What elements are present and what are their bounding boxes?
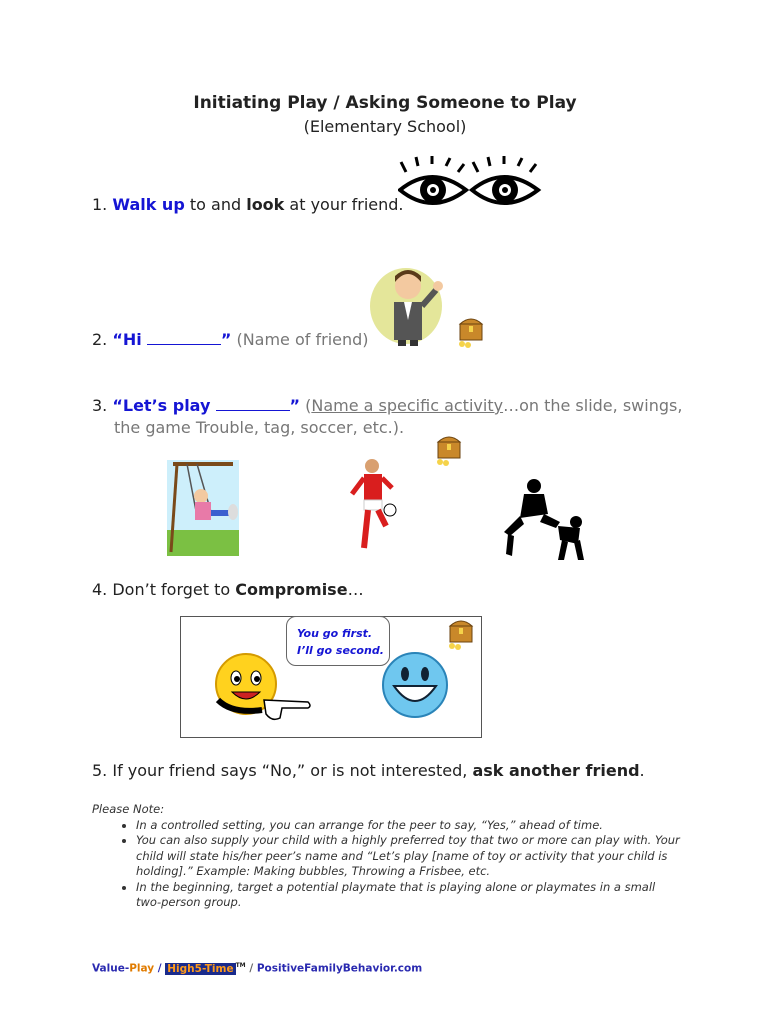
- step-3-hint-open: (: [300, 396, 312, 415]
- footer-high5-box: [165, 963, 235, 975]
- step-5-number: 5.: [92, 761, 108, 780]
- name-blank: [147, 332, 221, 345]
- footer-value: Value: [92, 962, 125, 975]
- note-bullet: • You can also supply your child with a highly preferred toy that two or more can play with. Your child will state his/her peer’s name and “Let’s play [name of toy or activity that your child is holding].” Example: Making bubbles, Throwing a Frisbee, etc.: [136, 833, 682, 880]
- step-2-hint: (Name of friend): [231, 330, 369, 349]
- step-4-number: 4.: [92, 580, 108, 599]
- footer-tm: TM: [235, 962, 246, 969]
- step-1: [92, 195, 404, 214]
- step-1-end: at your friend.: [284, 195, 404, 214]
- activity-blank: [216, 398, 290, 411]
- step-4-pre: Don’t forget to: [107, 580, 236, 599]
- footer-time: -Time: [201, 962, 234, 975]
- bubble-line-1: You go first.: [297, 627, 373, 640]
- page-title: Initiating Play / Asking Someone to Play: [193, 93, 577, 113]
- bubble-line-2: I’ll go second.: [297, 644, 384, 657]
- laughing-smiley-icon: [380, 650, 450, 720]
- treasure-chest-icon: [434, 432, 464, 466]
- leapfrog-silhouette-image: [494, 478, 590, 562]
- step-3: [92, 396, 692, 437]
- treasure-chest-icon: [456, 314, 486, 348]
- footer-sep-1: /: [154, 962, 166, 975]
- step-2: [92, 330, 369, 349]
- please-note: [92, 802, 682, 911]
- pointing-smiley-icon: [212, 650, 316, 724]
- step-4-ellipsis: …: [347, 580, 364, 599]
- step-4-compromise: Compromise: [235, 580, 348, 599]
- note-list: [92, 818, 682, 911]
- step-1-mid: to and: [184, 195, 247, 214]
- footer-dash: -: [124, 962, 130, 975]
- note-bullet: • In a controlled setting, you can arrange for the peer to say, “Yes,” ahead of time.: [136, 818, 682, 834]
- footer-sep-2: /: [245, 962, 257, 975]
- step-3-quote-end: ”: [289, 396, 301, 415]
- soccer-player-image: [346, 456, 398, 556]
- step-5-end: .: [639, 761, 645, 780]
- waving-man-icon: [368, 256, 458, 346]
- footer-high5: High5: [167, 962, 202, 975]
- step-5-pre: If your friend says “No,” or is not interested,: [107, 761, 473, 780]
- eyes-icon: [398, 156, 542, 214]
- step-3-number: 3.: [92, 396, 108, 415]
- step-1-action: Walk up: [112, 195, 185, 214]
- note-bullet: • In the beginning, target a potential playmate that is playing alone or playmates in a small two-person group.: [136, 880, 682, 911]
- step-4: [92, 580, 364, 599]
- step-1-look: look: [246, 195, 285, 214]
- step-5-ask-another: ask another friend: [472, 761, 640, 780]
- footer-site-link[interactable]: PositiveFamilyBehavior.com: [256, 962, 423, 975]
- step-2-number: 2.: [92, 330, 108, 349]
- step-3-lets-play: “Let’s play: [112, 396, 211, 415]
- treasure-chest-icon: [446, 616, 476, 650]
- step-2-quote-end: ”: [220, 330, 232, 349]
- footer: [92, 962, 422, 975]
- page-subtitle: (Elementary School): [303, 117, 467, 136]
- step-3-hint-activity: Name a specific activity: [311, 396, 504, 415]
- footer-play: Play: [129, 962, 155, 975]
- swing-image: [167, 460, 239, 556]
- step-2-hi: “Hi: [112, 330, 142, 349]
- note-heading: Please Note:: [92, 802, 165, 816]
- step-1-number: 1.: [92, 195, 108, 214]
- step-5: [92, 761, 645, 780]
- step-3-line-2: the game Trouble, tag, soccer, etc.).: [114, 418, 405, 437]
- step-3-hint-rest: …on the slide, swings,: [503, 396, 683, 415]
